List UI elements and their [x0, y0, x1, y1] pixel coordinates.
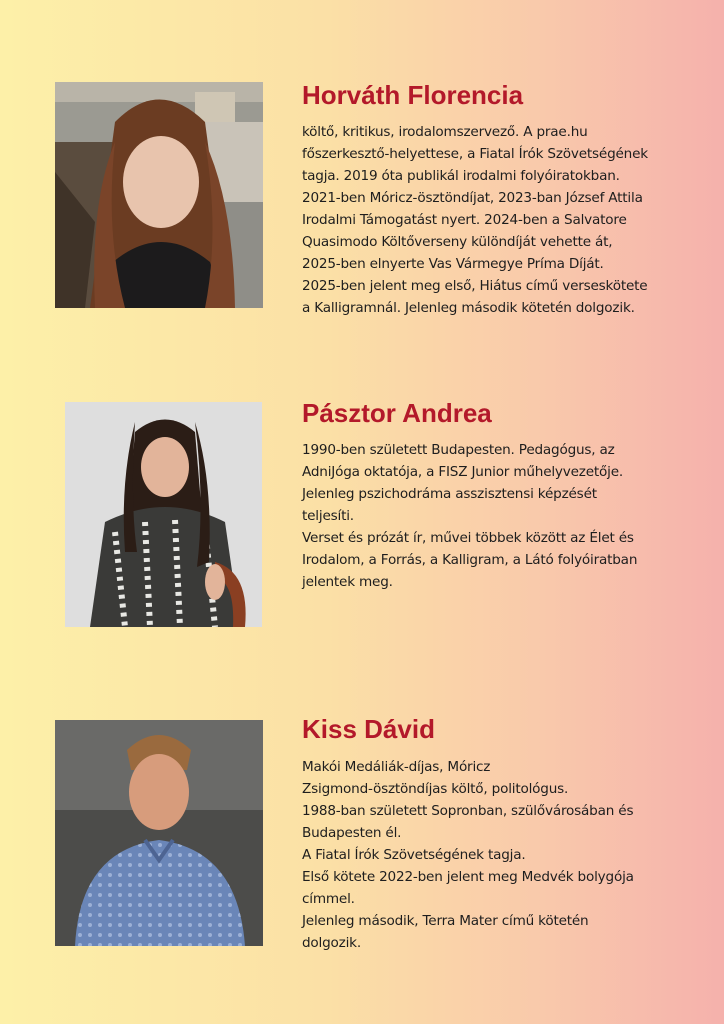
author-name: Kiss Dávid	[302, 714, 435, 744]
bio-line: Budapesten él.	[302, 825, 402, 841]
bio-line: 2021-ben Móricz-ösztöndíjat, 2023-ban József Attila	[302, 190, 643, 206]
author-photo	[55, 720, 263, 946]
author-name: Pásztor Andrea	[302, 398, 492, 428]
author-photo	[55, 82, 263, 308]
bio-line: A Fiatal Írók Szövetségének tagja.	[302, 847, 526, 863]
bio-line: 1990-ben született Budapesten. Pedagógus, az	[302, 442, 615, 458]
bio-line: jelentek meg.	[302, 574, 393, 590]
bio-line: Zsigmond-ösztöndíjas költő, politológus.	[302, 781, 569, 797]
bio-line: Első kötete 2022-ben jelent meg Medvék bolygója	[302, 869, 634, 885]
author-bio	[302, 121, 702, 319]
bio-line: Jelenleg pszichodráma asszisztensi képzését	[302, 486, 597, 502]
bio-line: AdniJóga oktatója, a FISZ Junior műhelyvezetője.	[302, 464, 623, 480]
bio-line: Verset és prózát ír, művei többek között az Élet és	[302, 530, 634, 546]
author-photo	[65, 402, 262, 627]
bio-line: címmel.	[302, 891, 355, 907]
bio-line: Quasimodo Költőverseny különdíját vehette át,	[302, 234, 613, 250]
bio-line: Irodalom, a Forrás, a Kalligram, a Látó folyóiratban	[302, 552, 638, 568]
bio-line: 2025-ben jelent meg első, Hiátus című verseskötete	[302, 278, 648, 294]
bio-line: dolgozik.	[302, 935, 361, 951]
bio-line: költő, kritikus, irodalomszervező. A prae.hu	[302, 124, 588, 140]
bio-line: Irodalmi Támogatást nyert. 2024-ben a Salvatore	[302, 212, 627, 228]
bio-line: a Kalligramnál. Jelenleg második kötetén dolgozik.	[302, 300, 635, 316]
bio-line: főszerkesztő-helyettese, a Fiatal Írók Szövetségének	[302, 146, 648, 162]
author-bio	[302, 439, 702, 593]
bio-line: tagja. 2019 óta publikál irodalmi folyóiratokban.	[302, 168, 620, 184]
bio-line: teljesíti.	[302, 508, 354, 524]
bio-line: Makói Medáliák-díjas, Móricz	[302, 759, 491, 775]
author-bio	[302, 756, 702, 954]
author-name: Horváth Florencia	[302, 80, 524, 110]
bio-line: 2025-ben elnyerte Vas Vármegye Príma Díját.	[302, 256, 604, 272]
bio-line: Jelenleg második, Terra Mater című kötetén	[302, 913, 589, 929]
bio-line: 1988-ban született Sopronban, szülővárosában és	[302, 803, 634, 819]
